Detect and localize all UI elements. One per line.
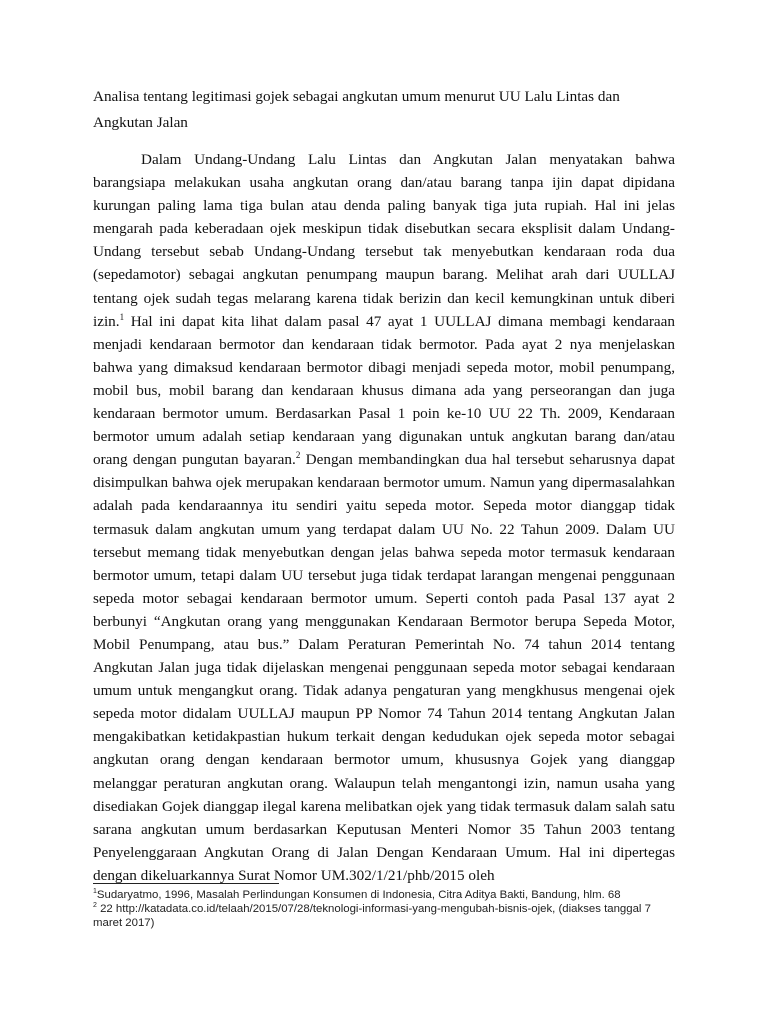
- body-text-part-2: Hal ini dapat kita lihat dalam pasal 47 ayat 1 UULLAJ dimana membagi kendaraan menjadi kendaraan bermotor dan kendaraan tidak bermotor. Pada ayat 2 nya menjelaskan bahwa yang dimaksud kendaraan bermotor dibagi menjadi sepeda motor, mobil penumpang, mobil bus, mobil barang dan kendaraan khusus dimana ada yang perseorangan dan juga kendaraan bermotor umum. Berdasarkan Pasal 1 poin ke-10 UU 22 Th. 2009, Kendaraan bermotor umum adalah setiap kendaraan yang digunakan untuk angkutan barang dan/atau orang dengan pungutan bayaran.: [93, 312, 675, 469]
- footnote-2: [93, 902, 675, 930]
- body-text-part-3: Dengan membandingkan dua hal tersebut seharusnya dapat disimpulkan bahwa ojek merupakan kendaraan bermotor umum. Namun yang dipermasalahkan adalah pada kendaraannya itu sendiri yaitu sepeda motor. Sepeda motor dianggap tidak termasuk dalam angkutan umum yang terdapat dalam UU No. 22 Tahun 2009. Dalam UU tersebut memang tidak menyebutkan dengan jelas bahwa sepeda motor termasuk kendaraan bermotor umum, tetapi dalam UU tersebut juga tidak terdapat larangan mengenai penggunaan sepeda motor sebagai kendaraan bermotor umum. Seperti contoh pada Pasal 137 ayat 2 berbunyi “Angkutan orang yang menggunakan Kendaraan Bermotor berupa Sepeda Motor, Mobil Penumpang, atau bus.” Dalam Peraturan Pemerintah No. 74 tahun 2014 tentang Angkutan Jalan juga tidak dijelaskan mengenai penggunaan sepeda motor sebagai kendaraan umum untuk mengangkut orang. Tidak adanya pengaturan yang mengkhusus mengenai ojek sepeda motor didalam UULLAJ maupun PP Nomor 74 Tahun 2014 tentang Angkutan Jalan mengakibatkan ketidakpastian hukum terkait dengan kedudukan ojek sepeda motor sebagai angkutan orang dengan kendaraan bermotor umum, khususnya Gojek yang dianggap melanggar peraturan angkutan orang. Walaupun telah mengantongi izin, namun usaha yang disediakan Gojek dianggap ilegal karena melibatkan ojek yang tidak termasuk dalam salah satu sarana angkutan umum berdasarkan Keputusan Menteri Nomor 35 Tahun 2003 tentang Penyelenggaraan Angkutan Orang di Jalan Dengan Kendaraan Umum. Hal ini dipertegas dengan dikeluarkannya Surat Nomor UM.302/1/21/phb/2015 oleh: [93, 451, 675, 884]
- footnote-mark-1: 1: [93, 888, 97, 896]
- footnote-separator: [93, 883, 279, 884]
- document-title: Analisa tentang legitimasi gojek sebagai angkutan umum menurut UU Lalu Lintas dan Angkutan Jalan: [93, 88, 620, 131]
- footnote-reference-1[interactable]: 1: [119, 311, 125, 322]
- footnote-reference-2[interactable]: 2: [295, 450, 301, 461]
- body-text-part-1: Dalam Undang-Undang Lalu Lintas dan Angkutan Jalan menyatakan bahwa barangsiapa melakukan usaha angkutan orang dan/atau barang tanpa ijin dapat dipidana kurungan paling lama tiga bulan atau denda paling banyak tiga juta rupiah. Hal ini jelas mengarah pada keberadaan ojek meskipun tidak disebutkan secara eksplisit dalam Undang-Undang tersebut sebab Undang-Undang tersebut tak menyebutkan kendaraan roda dua (sepedamotor) sebagai angkutan penumpang maupun barang. Melihat arah dari UULLAJ tentang ojek sudah tegas melarang karena tidak berizin dan kecil kemungkinan untuk diberi izin.: [93, 151, 675, 330]
- footnote-1: [93, 888, 675, 902]
- footnote-text-1: Sudaryatmo, 1996, Masalah Perlindungan Konsumen di Indonesia, Citra Aditya Bakti, Bandung, hlm. 68: [96, 889, 621, 901]
- footnote-text-2: 22 http://katadata.co.id/telaah/2015/07/28/teknologi-informasi-yang-mengubah-bisnis-ojek, (diakses tanggal 7 maret 2017): [93, 903, 651, 929]
- body-paragraph: [93, 148, 675, 887]
- footnotes: [93, 888, 675, 930]
- document-content: [93, 84, 675, 902]
- footnote-mark-2: 2: [93, 902, 97, 910]
